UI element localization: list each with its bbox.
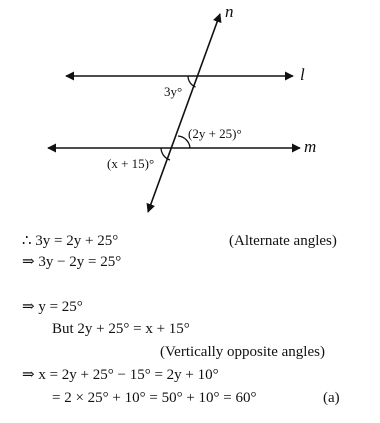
transversal-n [148, 14, 220, 212]
angle-label-2y25: (2y + 25)° [188, 126, 242, 141]
step-x-expression: ⇒ x = 2y + 25° − 15° = 2y + 10° [22, 367, 219, 383]
label-m: m [304, 137, 317, 156]
step-x-value: = 2 × 25° + 10° = 50° + 10° = 60° [52, 390, 257, 406]
step-subtract: ⇒ 3y − 2y = 25° [22, 254, 122, 270]
angle-label-x15: (x + 15)° [107, 156, 155, 171]
reason-vertically-opposite: (Vertically opposite angles) [160, 344, 325, 360]
label-n: n [225, 2, 234, 21]
step-y-value: ⇒ y = 25° [22, 299, 83, 315]
answer-tag: (a) [323, 390, 340, 406]
angle-label-3y: 3y° [164, 84, 183, 99]
step-vertically-opposite: But 2y + 25° = x + 15° [52, 321, 190, 337]
step-alternate-angles: ∴ 3y = 2y + 25° [22, 233, 119, 249]
reason-alternate-angles: (Alternate angles) [229, 233, 337, 249]
label-l: l [300, 65, 305, 84]
